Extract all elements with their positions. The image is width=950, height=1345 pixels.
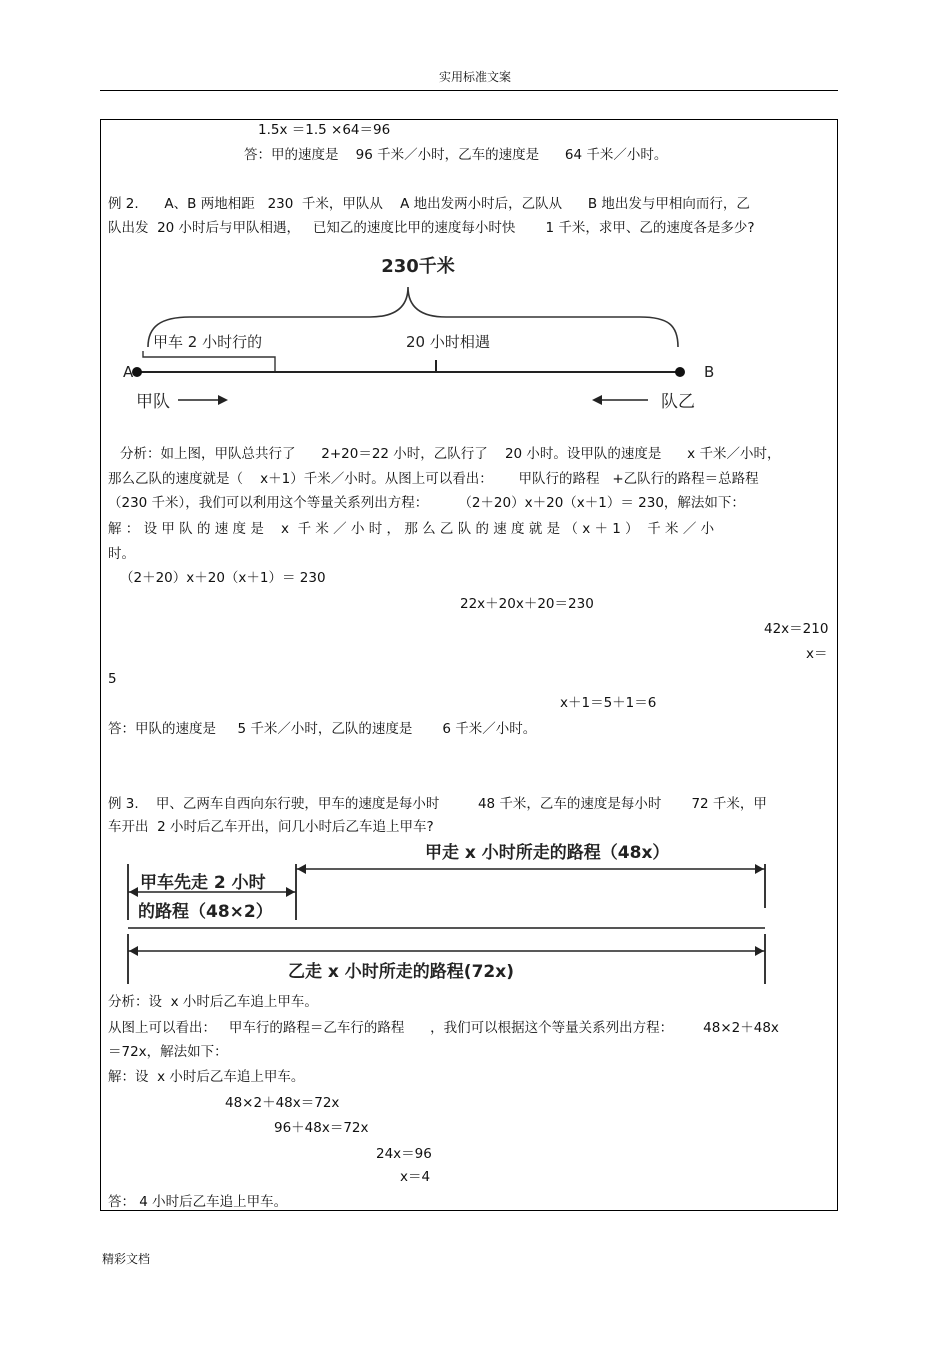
header-rule bbox=[100, 90, 838, 91]
ex1-equation: 1.5x ＝1.5 ×64＝96 bbox=[258, 122, 391, 138]
ex2-arrow-right-head bbox=[218, 395, 228, 405]
ex3-solution-line1: 解：设 x 小时后乙车追上甲车。 bbox=[108, 1069, 305, 1085]
ex3-head-label-1: 甲车先走 2 小时 bbox=[140, 873, 266, 893]
ex3-analysis-line1: 分析：设 x 小时后乙车追上甲车。 bbox=[108, 994, 318, 1010]
ex3-top-arrow-right bbox=[755, 864, 764, 874]
ex2-point-b bbox=[675, 367, 685, 377]
ex3-answer: 答： 4 小时后乙车追上甲车。 bbox=[108, 1194, 288, 1210]
ex2-answer: 答：甲队的速度是 5 千米／小时，乙队的速度是 6 千米／小时。 bbox=[108, 721, 537, 737]
ex3-bottom-arrow-left bbox=[129, 946, 138, 956]
ex2-label-a: A bbox=[123, 363, 134, 381]
ex3-eq1: 48×2＋48x＝72x bbox=[225, 1095, 340, 1111]
ex2-solution-line1: 解 ： 设 甲 队 的 速 度 是 x 千 米 ／ 小 时 ， 那 么 乙 队 的 速 度 就 是 （ x ＋ 1 ） 千 米 ／ 小 bbox=[108, 521, 715, 537]
ex2-point-a bbox=[132, 367, 142, 377]
ex2-analysis-line1: 分析：如上图，甲队总共行了 2+20＝22 小时，乙队行了 20 小时。设甲队的速度是 x 千米／小时， bbox=[120, 446, 781, 462]
ex3-eq2: 96＋48x＝72x bbox=[274, 1120, 369, 1136]
ex3-top-arrow-left bbox=[297, 864, 306, 874]
ex2-meet-label: 20 小时相遇 bbox=[406, 333, 490, 351]
ex2-eq6: x＋1＝5＋1＝6 bbox=[560, 695, 657, 711]
ex3-bottom-arrow-right bbox=[755, 946, 764, 956]
ex3-eq4: x＝4 bbox=[400, 1169, 431, 1185]
ex2-solution-line2: 时。 bbox=[108, 546, 135, 562]
ex2-first-bracket bbox=[143, 351, 275, 372]
ex2-team-b-label: 队乙 bbox=[661, 392, 695, 412]
ex3-analysis-line3: ＝72x，解法如下： bbox=[108, 1044, 228, 1060]
ex2-analysis-line3: （230 千米），我们可以利用这个等量关系列出方程： （2＋20）x＋20（x＋1）＝ 230，解法如下： bbox=[108, 495, 745, 511]
ex3-head-label-2: 的路程（48×2） bbox=[138, 902, 273, 922]
ex2-label-b: B bbox=[704, 363, 715, 381]
ex2-analysis-line2: 那么乙队的速度就是（ x＋1）千米／小时。从图上可以看出： 甲队行的路程 +乙队行的路程＝总路程 bbox=[108, 471, 759, 487]
ex2-arrow-left-head bbox=[592, 395, 602, 405]
ex3-question-line1: 例 3. 甲、乙两车自西向东行驶，甲车的速度是每小时 48 千米，乙车的速度是每小时 72 千米，甲 bbox=[108, 796, 767, 812]
ex2-eq4: x＝ bbox=[806, 646, 828, 662]
ex2-question-line1: 例 2. A、B 两地相距 230 千米，甲队从 A 地出发两小时后，乙队从 B 地出发与甲相向而行，乙 bbox=[108, 196, 750, 212]
ex2-team-a-label: 甲队 bbox=[136, 392, 170, 412]
ex3-top-label: 甲走 x 小时所走的路程（48x） bbox=[425, 843, 670, 863]
ex3-eq3: 24x＝96 bbox=[376, 1146, 432, 1162]
ex2-total-label: 230千米 bbox=[381, 256, 455, 277]
ex3-diagram bbox=[120, 836, 780, 986]
ex2-eq3: 42x＝210 bbox=[764, 621, 829, 637]
ex2-first-label: 甲车 2 小时行的 bbox=[153, 333, 263, 351]
ex3-head-arrow-left bbox=[129, 887, 138, 897]
ex3-analysis-line2: 从图上可以看出： 甲车行的路程＝乙车行的路程 ，我们可以根据这个等量关系列出方程： 48×2＋48x bbox=[108, 1020, 779, 1036]
ex3-head-arrow-right bbox=[286, 887, 295, 897]
ex2-eq5: 5 bbox=[108, 671, 117, 687]
ex1-answer: 答：甲的速度是 96 千米／小时，乙车的速度是 64 千米／小时。 bbox=[244, 147, 668, 163]
page-header: 实用标准文案 bbox=[438, 70, 511, 84]
ex3-question-line2: 车开出 2 小时后乙车开出，问几小时后乙车追上甲车? bbox=[108, 819, 434, 835]
ex2-question-line2: 队出发 20 小时后与甲队相遇， 已知乙的速度比甲的速度每小时快 1 千米，求甲、乙的速度各是多少? bbox=[108, 220, 755, 236]
page-footer: 精彩文档 bbox=[102, 1252, 151, 1266]
ex3-bottom-label: 乙走 x 小时所走的路程(72x) bbox=[288, 962, 514, 982]
ex2-eq1: （2＋20）x＋20（x＋1）＝ 230 bbox=[120, 570, 326, 586]
ex2-eq2: 22x＋20x＋20＝230 bbox=[460, 596, 594, 612]
ex2-diagram bbox=[110, 245, 730, 420]
